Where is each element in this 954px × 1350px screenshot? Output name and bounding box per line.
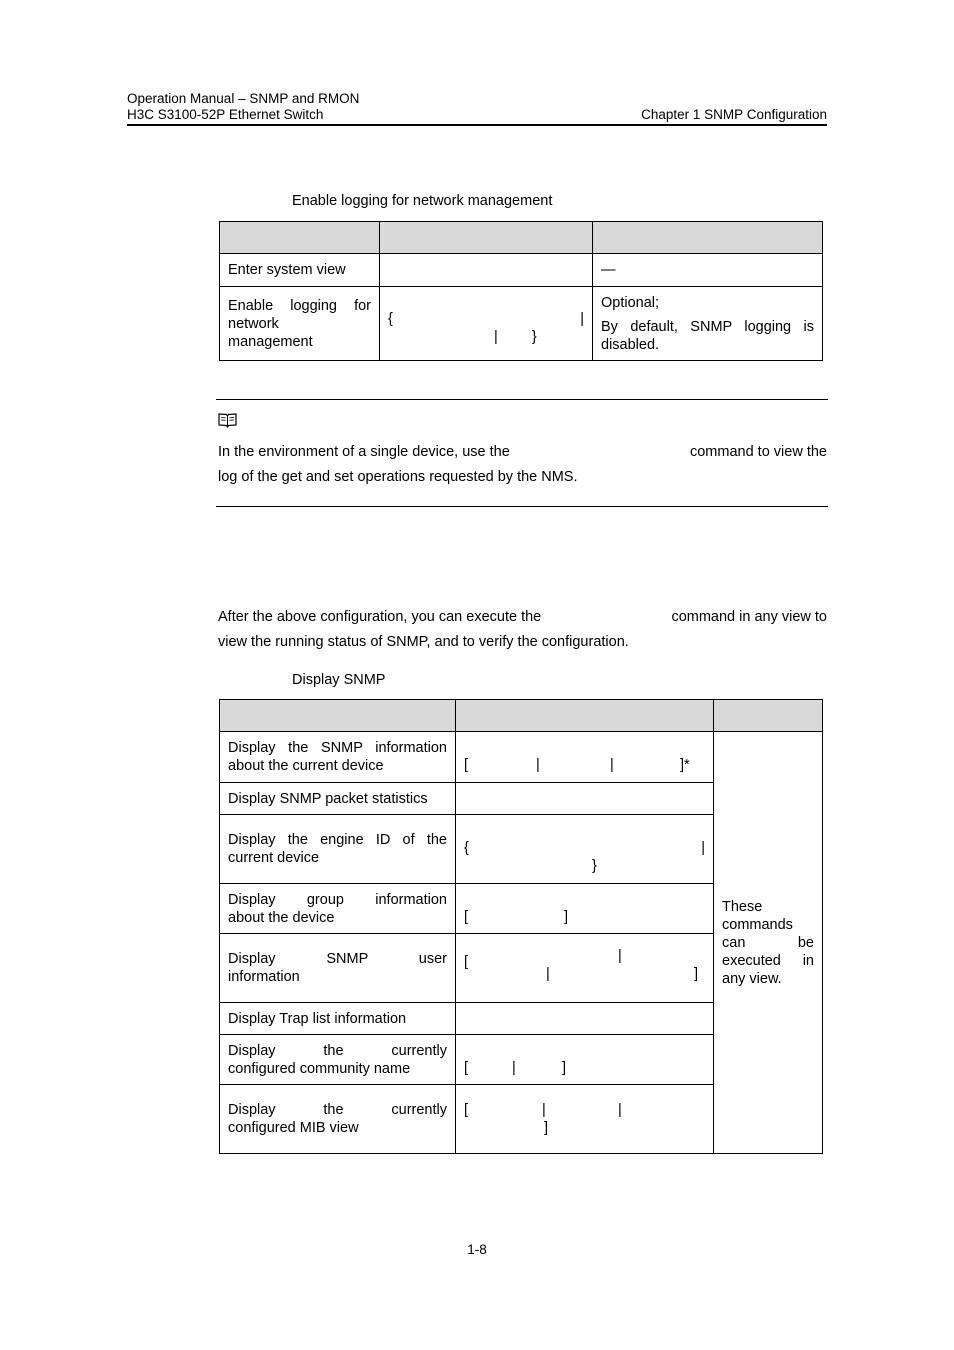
command-cell: [ | ] bbox=[456, 1035, 714, 1085]
chapter-title: Chapter 1 SNMP Configuration bbox=[641, 107, 827, 122]
display-snmp-table bbox=[219, 699, 823, 1154]
header-rule bbox=[127, 124, 827, 126]
table-row bbox=[220, 287, 823, 361]
operation-cell: Display group information about the device bbox=[220, 884, 456, 934]
table-row bbox=[220, 732, 823, 783]
table-header-row bbox=[220, 700, 823, 732]
operation-cell: Display Trap list information bbox=[220, 1003, 456, 1035]
command-cell: [ | | ] bbox=[456, 1085, 714, 1154]
table2-caption: Display SNMP bbox=[292, 672, 386, 688]
operation-cell: Display the SNMP information about the current device bbox=[220, 732, 456, 783]
command-cell: { | | } bbox=[380, 287, 593, 361]
command-cell: [ | | ] bbox=[456, 934, 714, 1003]
command-cell bbox=[456, 783, 714, 815]
command-cell: [ ] bbox=[456, 884, 714, 934]
product-name: H3C S3100-52P Ethernet Switch bbox=[127, 107, 324, 122]
header-title bbox=[127, 91, 359, 123]
command-cell: { | } bbox=[456, 815, 714, 884]
logging-table bbox=[219, 221, 823, 361]
command-cell: [ | | ]* bbox=[456, 732, 714, 783]
operation-cell: Display the engine ID of the current device bbox=[220, 815, 456, 884]
remark-cell: — bbox=[593, 254, 823, 287]
intro-paragraph: After the above configuration, you can execute the command in any view to view the running status of SNMP, and to verify the configuration. bbox=[218, 609, 827, 650]
table-header-row bbox=[220, 222, 823, 254]
operation-cell: Display SNMP packet statistics bbox=[220, 783, 456, 815]
operation-cell: Display the currently configured MIB view bbox=[220, 1085, 456, 1154]
operation-cell: Enter system view bbox=[220, 254, 380, 287]
book-icon bbox=[218, 412, 237, 433]
remark-cell: Optional; By default, SNMP logging is disabled. bbox=[593, 287, 823, 361]
note-top-rule bbox=[216, 399, 828, 400]
command-cell bbox=[380, 254, 593, 287]
manual-title: Operation Manual – SNMP and RMON bbox=[127, 91, 360, 106]
operation-cell: Enable logging for network management bbox=[220, 287, 380, 361]
operation-cell: Display SNMP user information bbox=[220, 934, 456, 1003]
operation-cell: Display the currently configured community name bbox=[220, 1035, 456, 1085]
remark-cell: These commands can be executed in any view. bbox=[714, 732, 823, 1154]
command-cell bbox=[456, 1003, 714, 1035]
note-text: In the environment of a single device, use the command to view the log of the get and set operations requested by the NMS. bbox=[218, 444, 827, 485]
page-number: 1-8 bbox=[467, 1242, 487, 1257]
table1-caption: Enable logging for network management bbox=[292, 193, 553, 209]
note-bottom-rule bbox=[216, 506, 828, 507]
table-row bbox=[220, 254, 823, 287]
